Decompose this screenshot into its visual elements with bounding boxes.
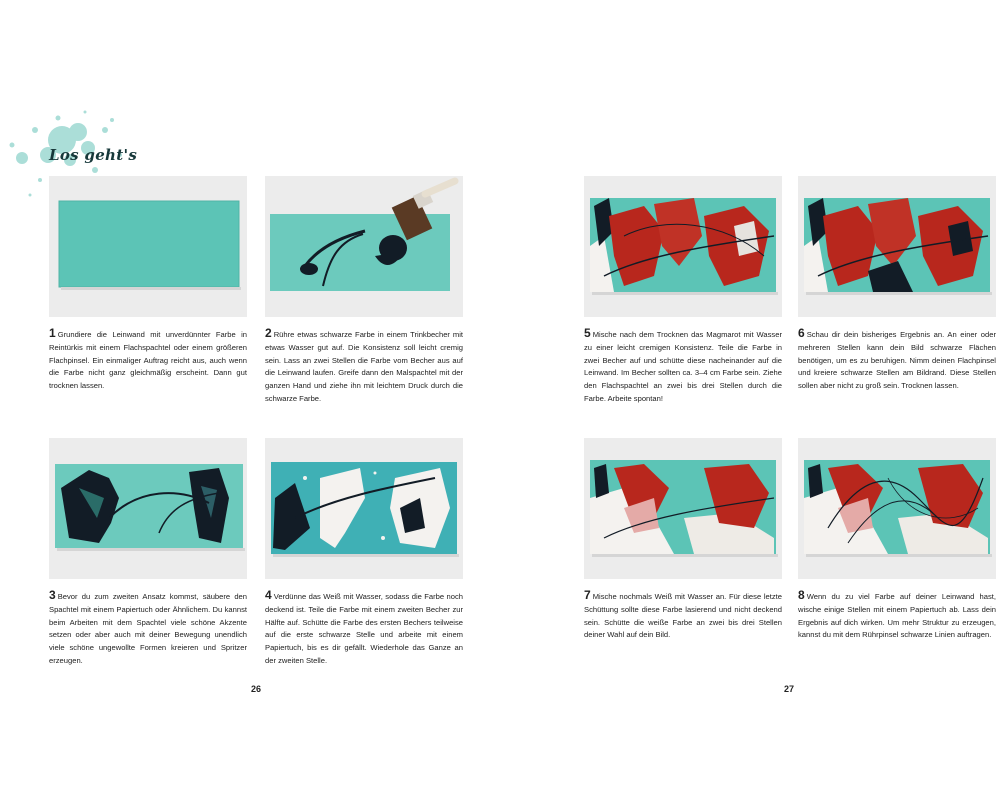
step-3-photo: [49, 438, 247, 579]
section-heading: Los geht's: [49, 146, 138, 164]
step-8: [798, 438, 996, 642]
step-7-text: 7 Mische nochmals Weiß mit Wasser an. Für diese letzte Schüttung sollte diese Farbe lasierend und nicht deckend sein. Schütte die weiße Farbe an zwei bis drei Stellen deiner Wahl auf dein Bild.: [584, 588, 782, 640]
step-3: [49, 438, 247, 668]
step-4-photo: [265, 438, 463, 579]
step-1: [49, 176, 247, 393]
page-number-left: 26: [251, 684, 262, 694]
step-8-photo: [798, 438, 996, 579]
step-8-text: 8 Wenn du zu viel Farbe auf deiner Leinwand hast, wische einige Stellen mit einem Papiertuch ab. Lass dein Ergebnis auf dich wirken. Um mehr Struktur zu erzeugen, kannst du mit dem Rührpinsel schwarze Linien auftragen.: [798, 588, 996, 640]
step-2-photo: [265, 176, 463, 317]
step-5: [584, 176, 782, 406]
step-5-text: 5 Mische nach dem Trocknen das Magmarot mit Wasser zu einer leicht cremigen Konsistenz. Teile die Farbe in zwei Becher auf und schütte diese nacheinander auf die Leinwand. Im Becher sollten ca. 3–4 cm Farbe sein. Ziehe den Flachspachtel an zwei bis drei Stellen durch die Farbe. Arbeite spontan!: [584, 326, 782, 403]
step-7: [584, 438, 782, 642]
step-4: [265, 438, 463, 668]
step-1-photo: [49, 176, 247, 317]
step-2-text: 2 Rühre etwas schwarze Farbe in einem Trinkbecher mit etwas Wasser gut auf. Die Konsistenz soll leicht cremig sein. Lass an zwei Stellen die Farbe vom Becher aus auf die Leinwand laufen. Greife dann den Malspachtel mit der ganzen Hand und ziehe ihn mit leichtem Druck durch die schwarze Farbe.: [265, 326, 463, 403]
step-3-text: 3 Bevor du zum zweiten Ansatz kommst, säubere den Spachtel mit einem Papiertuch oder Ähnlichem. Du kannst beim Arbeiten mit dem Spachtel viele schöne Akzente setzen oder aber auch mit deiner Bewegung unendlich viele schöne ungewollte Formen kreieren und Spritzer erzeugen.: [49, 588, 247, 665]
step-6: [798, 176, 996, 393]
step-1-text: 1 Grundiere die Leinwand mit unverdünnter Farbe in Reintürkis mit einem Flachspachtel oder einem größeren Flachpinsel. Ein einmaliger Auftrag reicht aus, auch wenn die Farbe nicht ganz gleichmäßig erscheint. Dann gut trocknen lassen.: [49, 326, 247, 391]
step-7-photo: [584, 438, 782, 579]
step-4-text: 4 Verdünne das Weiß mit Wasser, sodass die Farbe noch deckend ist. Teile die Farbe mit einem zweiten Becher zur Hälfte auf. Schütte die Farbe des ersten Bechers teilweise auf die erste schwarze Stelle und arbeite mit einem Papiertuch, bis es dir gefällt. Wiederhole das Ganze an der zweiten Stelle.: [265, 588, 463, 665]
step-6-text: 6 Schau dir dein bisheriges Ergebnis an. An einer oder mehreren Stellen kann dein Bild schwarze Flächen benötigen, um es zu beruhigen. Nimm deinen Flachpinsel und kreiere schwarze Stellen am Bildrand. Diese Stellen sollen aber nicht zu groß sein. Trocknen lassen.: [798, 326, 996, 391]
step-5-photo: [584, 176, 782, 317]
step-6-photo: [798, 176, 996, 317]
page-number-right: 27: [784, 684, 795, 694]
step-2: [265, 176, 463, 406]
